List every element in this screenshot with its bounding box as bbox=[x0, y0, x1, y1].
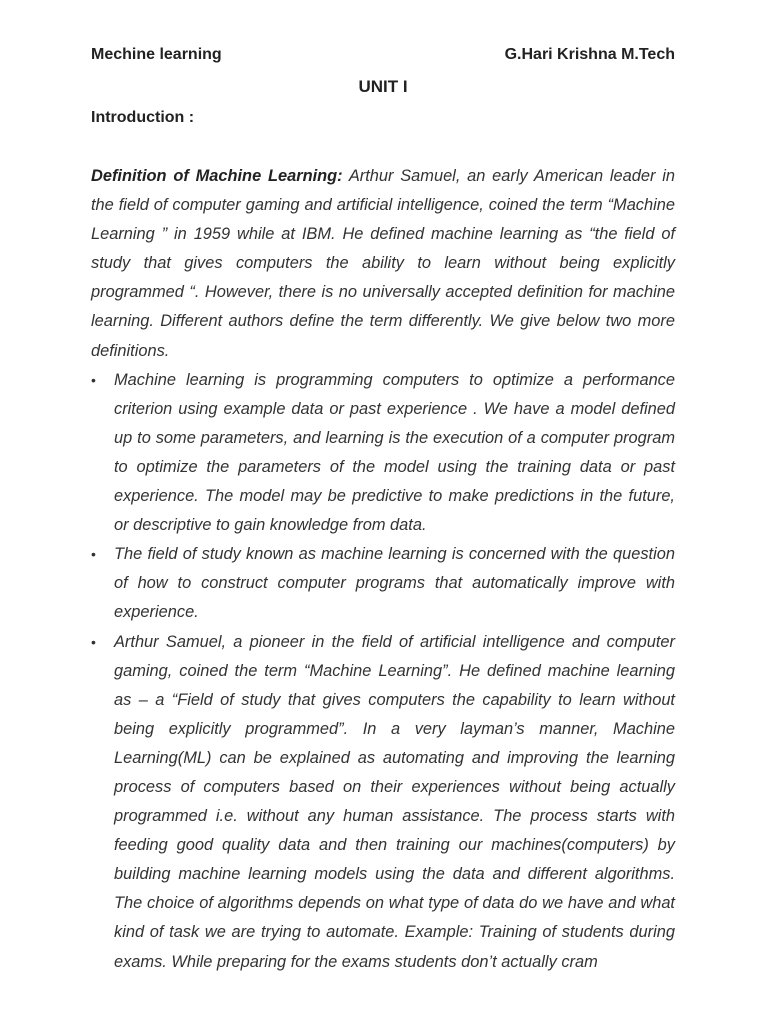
definition-text: Arthur Samuel, an early American leader in the field of computer gaming and artificial intelligence, coined the term “Machine Learning ” in 1959 while at IBM. He defined machine learning as “the field of study that gives computers the ability to learn without being explicitly programmed “. However, there is no universally accepted definition for machine learning. Different authors define the term differently. We give below two more definitions. bbox=[91, 167, 676, 360]
list-item-text: Arthur Samuel, a pioneer in the field of artificial intelligence and computer gaming, coined the term “Machine Learning”. He defined machine learning as – a “Field of study that gives computers the capability to learn without being explicitly programmed”. In a very layman’s manner, Machine Learning(ML) can be explained as automating and improving the learning process of computers based on their experiences without being actually programmed i.e. without any human assistance. The process starts with feeding good quality data and then training our machines(computers) by building machine learning models using the data and different algorithms. The choice of algorithms depends on what type of data do we have and what kind of task we are trying to automate. Example: Training of students during exams. While preparing for the exams students don’t actually cram bbox=[114, 632, 675, 971]
header-author: G.Hari Krishna M.Tech bbox=[504, 46, 675, 63]
definition-label: Definition of Machine Learning: bbox=[91, 167, 343, 185]
page-header bbox=[91, 45, 675, 65]
intro-heading: Introduction : bbox=[91, 109, 195, 126]
bullet-icon: • bbox=[91, 371, 96, 388]
list-item-text: Machine learning is programming computers to optimize a performance criterion using example data or past experience . We have a model defined up to some parameters, and learning is the execution of a computer program to optimize the parameters of the model using the training data or past experience. The model may be predictive to make predictions in the future, or descriptive to gain knowledge from data. bbox=[114, 370, 675, 535]
definition-paragraph bbox=[91, 162, 675, 366]
unit-title: UNIT I bbox=[358, 77, 408, 96]
document-body bbox=[91, 162, 675, 977]
bullet-icon: • bbox=[91, 633, 96, 650]
list-item-text: The field of study known as machine learning is concerned with the question of how to construct computer programs that automatically improve with experience. bbox=[114, 545, 675, 622]
header-subject: Mechine learning bbox=[91, 46, 222, 63]
definition-list bbox=[91, 366, 675, 977]
list-item bbox=[91, 628, 675, 977]
bullet-icon: • bbox=[91, 546, 96, 563]
list-item bbox=[91, 366, 675, 541]
list-item bbox=[91, 540, 675, 627]
